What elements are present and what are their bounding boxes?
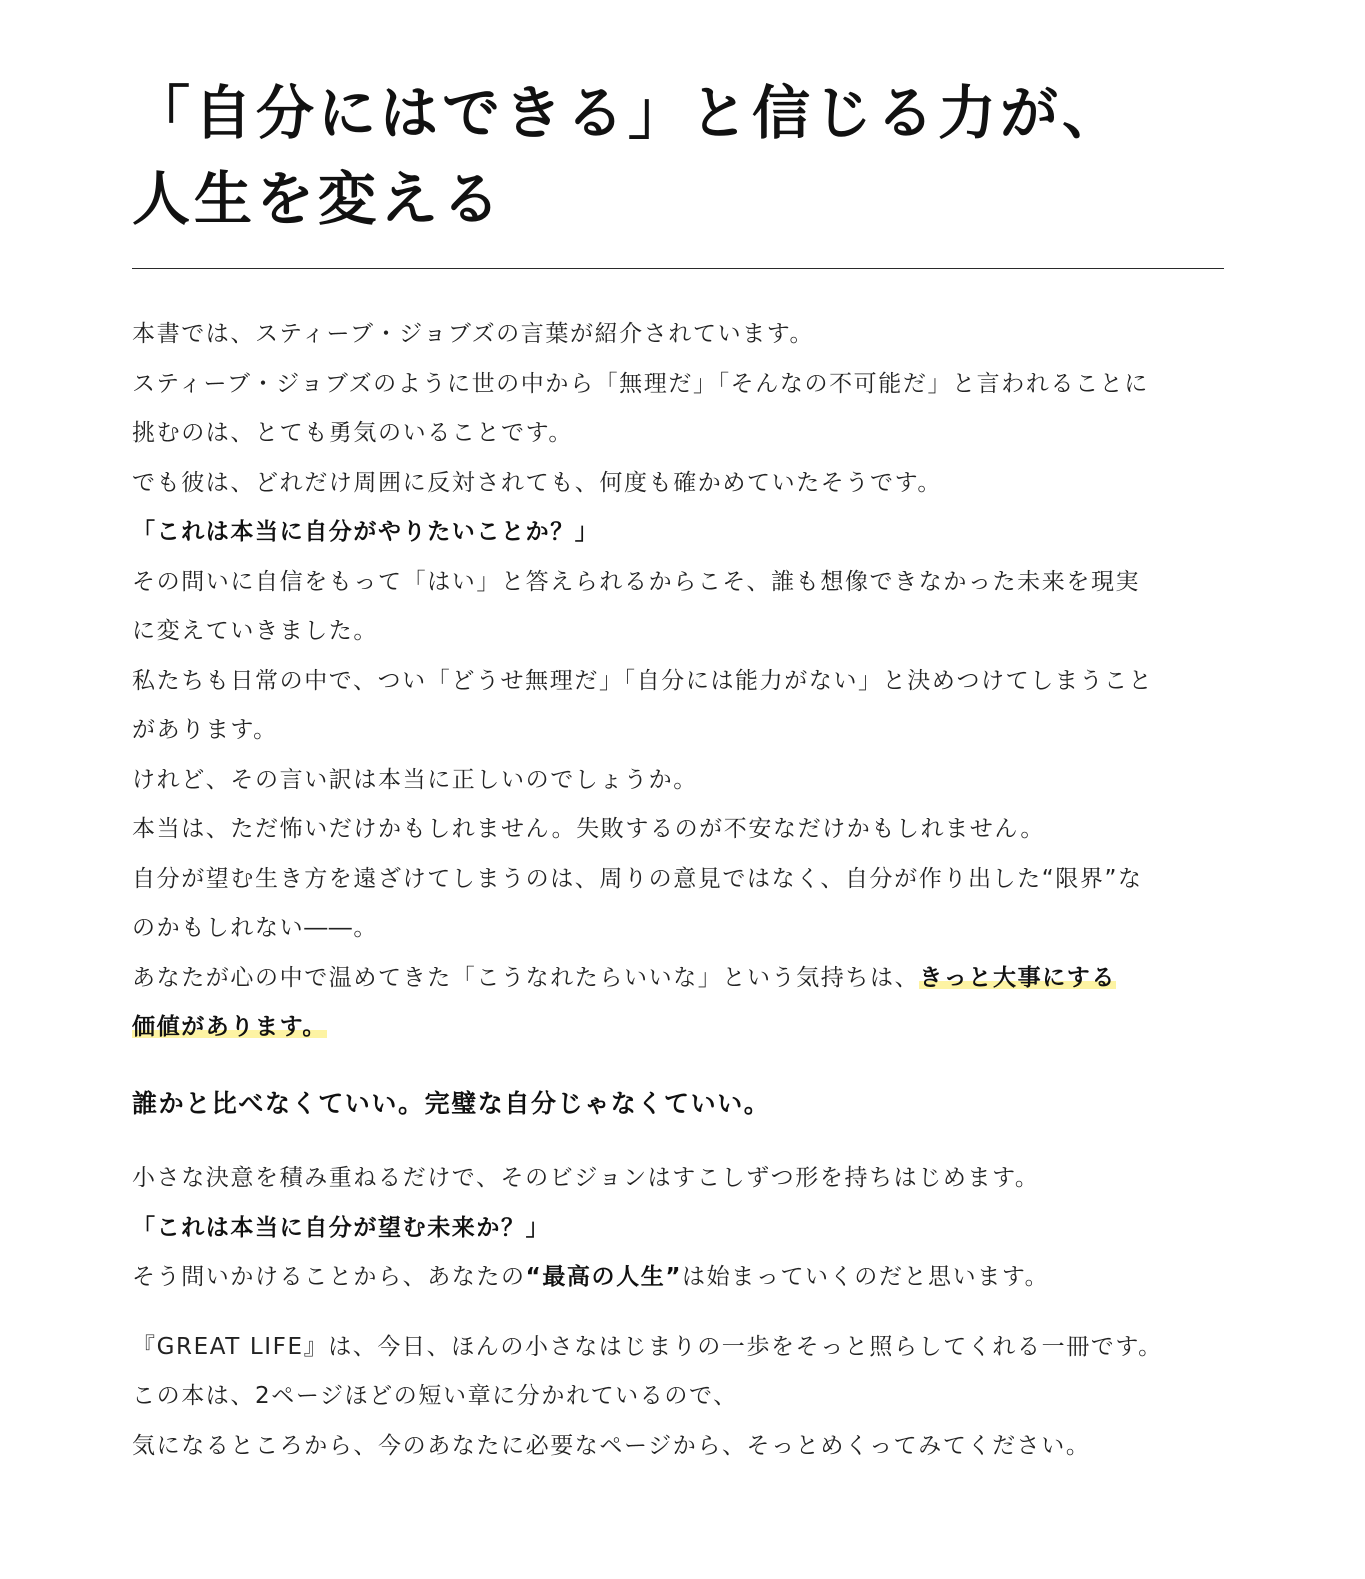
spacer <box>132 1303 1224 1323</box>
paragraph-intro <box>132 310 1224 1053</box>
text-line: 『GREAT LIFE』は、今日、ほんの小さなはじまりの一歩をそっと照らしてくれる一冊です。 <box>132 1333 1163 1360</box>
text-line: その問いに自信をもって「はい」と答えられるからこそ、誰も想像できなかった未来を現実 <box>132 568 1141 595</box>
paragraph-lead <box>132 1079 1224 1129</box>
text-line: スティーブ・ジョブズのように世の中から「無理だ」「そんなの不可能だ」と言われることに <box>132 370 1149 397</box>
question-quote-1: 「これは本当に自分がやりたいことか？」 <box>132 519 600 545</box>
text-line: 本書では、スティーブ・ジョブズの言葉が紹介されています。 <box>132 321 815 347</box>
text-line: 小さな決意を積み重ねるだけで、そのビジョンはすこしずつ形を持ちはじめます。 <box>132 1165 1040 1191</box>
text-line: 私たちも日常の中で、つい「どうせ無理だ」「自分には能力がない」と決めつけてしまうこと <box>132 667 1154 694</box>
question-quote-2: 「これは本当に自分が望む未来か？」 <box>132 1214 551 1241</box>
paragraph-vision <box>132 1154 1224 1303</box>
text-line: のかもしれない――。 <box>132 915 378 941</box>
text-line: けれど、その言い訳は本当に正しいのでしょうか。 <box>132 766 698 793</box>
lead-statement: 誰かと比べなくていい。完璧な自分じゃなくていい。 <box>132 1088 771 1118</box>
text-line <box>132 1253 1224 1303</box>
text-segment: あなたが心の中で温めてきた「こうなれたらいいな」という気持ちは、 <box>132 964 920 991</box>
text-line: 自分が望む生き方を遠ざけてしまうのは、周りの意見ではなく、自分が作り出した“限界”な <box>132 865 1143 892</box>
paragraph-book <box>132 1323 1224 1472</box>
article-body <box>132 310 1224 1471</box>
spacer <box>132 1128 1224 1154</box>
text-line: でも彼は、どれだけ周囲に反対されても、何度も確かめていたそうです。 <box>132 469 942 496</box>
text-line: 本当は、ただ怖いだけかもしれません。失敗するのが不安なだけかもしれません。 <box>132 816 1045 842</box>
text-line <box>132 1003 1224 1053</box>
text-line: この本は、2ページほどの短い章に分かれているので、 <box>132 1383 738 1409</box>
text-segment: そう問いかけることから、あなたの <box>132 1264 526 1290</box>
text-line: に変えていきました。 <box>132 618 378 644</box>
text-line: があります。 <box>132 717 278 743</box>
text-line <box>132 954 1224 1004</box>
text-line: 挑むのは、とても勇気のいることです。 <box>132 420 573 446</box>
emphasis-text: “最高の人生” <box>525 1264 683 1290</box>
title-divider <box>132 268 1224 269</box>
spacer <box>132 1053 1224 1079</box>
title-line-2: 人生を変える <box>132 165 505 233</box>
title-line-1: 「自分にはできる」と信じる力が、 <box>132 79 1125 147</box>
text-segment: は始まっていくのだと思います。 <box>682 1264 1050 1290</box>
article <box>132 0 1224 1459</box>
page-title <box>132 0 1224 242</box>
highlighted-text: きっと大事にする <box>919 964 1117 991</box>
highlighted-text: 価値があります。 <box>132 1014 327 1040</box>
text-line: 気になるところから、今のあなたに必要なページから、そっとめくってみてください。 <box>132 1432 1091 1459</box>
